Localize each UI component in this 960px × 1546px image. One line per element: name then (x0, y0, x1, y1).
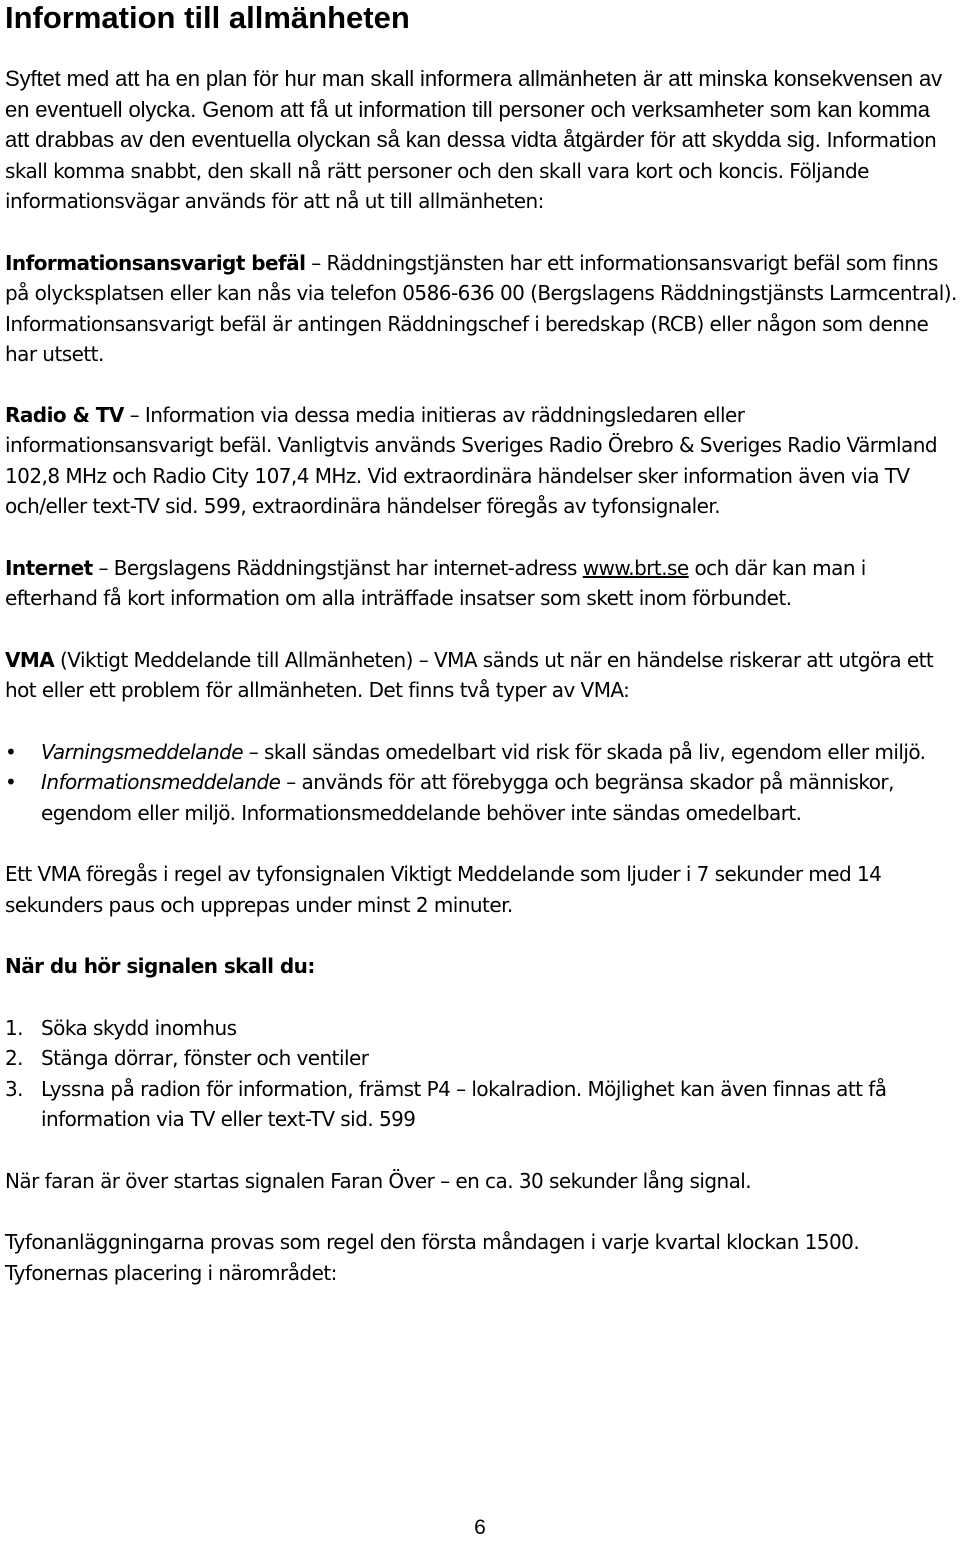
page-title: Information till allmänheten (5, 0, 410, 35)
radio-text: Information via dessa media initieras av räddningsledaren eller informationsansvarigt befäl. Vanligtvis används Sveriges Radio Örebro & Sveriges Radio Värmland 102,8 MHz och Radio City 107,4 MHz. Vid extraordinära händelser sker information även via TV och/eller text-TV sid. 599, extraordinära händelser föregås av tyfonsignaler. (5, 402, 938, 518)
step-number: 3. (5, 1076, 23, 1101)
step-number: 1. (5, 1015, 23, 1040)
list-item (5, 737, 957, 768)
list-item (5, 1074, 957, 1135)
vma-type-name: Varningsmeddelande (41, 739, 243, 764)
signal-paragraph: Ett VMA föregås i regel av tyfonsignalen Viktigt Meddelande som ljuder i 7 sekunder med 14 sekunders paus och upprepas under minst 2 minuter. (5, 862, 882, 917)
bullet-icon: • (5, 770, 17, 794)
steps-list (5, 1013, 957, 1135)
website-link-a[interactable]: www.brt. (582, 555, 668, 580)
internet-dash: – (92, 555, 114, 580)
vma-text: (Viktigt Meddelande till Allmänheten) – VMA sänds ut när en händelse riskerar att utgöra ett hot eller ett problem för allmänheten. Det finns två typer av VMA: (5, 647, 934, 702)
vma-type-list (5, 737, 957, 829)
befal-dash: – (305, 250, 327, 275)
vma-heading: VMA (5, 647, 55, 672)
section-internet (5, 553, 957, 614)
internet-text-before: Bergslagens Räddningstjänst har internet-adress (113, 555, 583, 580)
document-page (5, 0, 957, 1288)
intro-text-3: Följande informationsvägar används för att nå ut till allmänheten: (5, 158, 869, 213)
step-text: Söka skydd inomhus (41, 1015, 237, 1040)
page-number: 6 (474, 1516, 486, 1539)
bullet-icon: • (5, 739, 17, 764)
befal-heading: Informationsansvarigt befäl (5, 250, 306, 275)
step-number: 2. (5, 1046, 23, 1070)
steps-heading: När du hör signalen skall du: (5, 954, 315, 978)
intro-paragraph (5, 64, 957, 217)
section-vma (5, 645, 957, 706)
section-befal (5, 248, 957, 370)
intro-text-1: Syftet med att ha en plan för hur man skall informera allmänheten är att minska konsekvensen av en eventuell olycka. Genom att få ut information till personer och verksamheter som kan komma att drabbas av den eventuella olyckan så kan dessa vidta åtgärder för att skydda sig. (5, 66, 942, 152)
internet-text-after: och där kan man i efterhand få kort information om alla inträffade insatser som skett inom förbundet. (5, 555, 866, 610)
radio-dash: – (123, 402, 145, 427)
list-item (5, 1013, 957, 1044)
internet-heading: Internet (5, 555, 93, 580)
website-link[interactable] (583, 556, 689, 580)
list-item (5, 767, 957, 828)
website-link-b[interactable]: se (667, 555, 689, 580)
list-item (5, 1043, 957, 1074)
section-radio-tv (5, 400, 957, 522)
step-text: Stänga dörrar, fönster och ventiler (41, 1046, 369, 1070)
vma-type-text: – skall sändas omedelbart vid risk för skada på liv, egendom eller miljö. (242, 739, 926, 764)
tyfon-placering-paragraph: Tyfonernas placering i närområdet: (5, 1260, 337, 1285)
vma-type-name: Informationsmeddelande (41, 770, 281, 794)
step-text: Lyssna på radion för information, främst P4 – lokalradion. Möjlighet kan även finnas att få information via TV eller text-TV sid. 599 (41, 1076, 887, 1131)
vma-type-text: – används för att förebygga och begränsa skador på människor, egendom eller miljö. Informationsmeddelande behöver inte sändas omedelbart. (41, 770, 894, 825)
tyfon-test-paragraph: Tyfonanläggningarna provas som regel den första måndagen i varje kvartal klockan 1500. (5, 1230, 860, 1254)
radio-heading: Radio & TV (5, 402, 124, 427)
intro-text-2: Information skall komma snabbt, den skall nå rätt personer och den skall vara kort och koncis. (5, 128, 937, 183)
befal-text: Räddningstjänsten har ett informationsansvarigt befäl som finns på olycksplatsen eller kan nås via telefon 0586-636 00 (Bergslagens Räddningstjänsts Larmcentral). Informationsansvarigt befäl är antingen Räddningschef i beredskap (RCB) eller någon som denne har utsett. (5, 250, 957, 366)
faran-over-paragraph: När faran är över startas signalen Faran Över – en ca. 30 sekunder lång signal. (5, 1168, 752, 1193)
